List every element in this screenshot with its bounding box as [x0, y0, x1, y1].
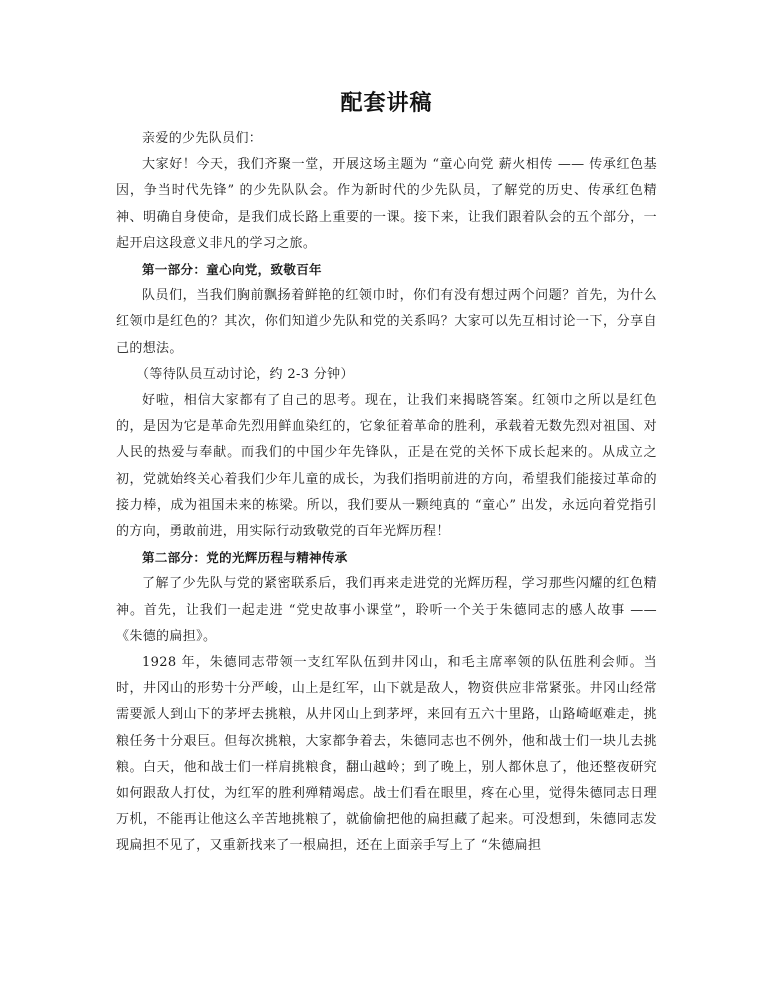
document-page: [116, 88, 657, 860]
part-1-paragraph-1: 队员们，当我们胸前飘扬着鲜艳的红领巾时，你们有没有想过两个问题？首先，为什么红领巾是红色的？其次，你们知道少先队和党的关系吗？大家可以先互相讨论一下，分享自己的想法。: [116, 288, 657, 356]
part-2-story-paragraph: 1928 年，朱德同志带领一支红军队伍到井冈山，和毛主席率领的队伍胜利会师。当时，井冈山的形势十分严峻，山上是红军，山下就是敌人，物资供应非常紧张。井冈山经常需要派人到山下的茅坪去挑粮，从井冈山上到茅坪，来回有五六十里路，山路崎岖难走，挑粮任务十分艰巨。但每次挑粮，大家都争着去，朱德同志也不例外，他和战士们一块儿去挑粮。白天，他和战士们一样肩挑粮食，翻山越岭；到了晚上，别人都休息了，他还整夜研究如何跟敌人打仗，为红军的胜利殚精竭虑。战士们看在眼里，疼在心里，觉得朱德同志日理万机，不能再让他这么辛苦地挑粮了，就偷偷把他的扁担藏了起来。可没想到，朱德同志发现扁担不见了，又重新找来了一根扁担，还在上面亲手写上了 “朱德扁担: [116, 655, 657, 854]
section-heading-part-1: 第一部分：童心向党，致敬百年: [142, 262, 322, 278]
salutation: 亲爱的少先队员们：: [142, 131, 263, 146]
section-heading-part-2: 第二部分：党的光辉历程与精神传承: [142, 550, 348, 566]
discussion-note: （等待队员互动讨论，约 2-3 分钟）: [136, 366, 354, 382]
part-1-paragraph-2: 好啦，相信大家都有了自己的思考。现在，让我们来揭晓答案。红领巾之所以是红色的，是因为它是革命先烈用鲜血染红的，它象征着革命的胜利，承载着无数先烈对祖国、对人民的热爱与奉献。而我们的中国少年先锋队，正是在党的关怀下成长起来的。从成立之初，党就始终关心着我们少年儿童的成长，为我们指明前进的方向，希望我们能接过革命的接力棒，成为祖国未来的栋梁。所以，我们要从一颗纯真的 “童心” 出发，永远向着党指引的方向，勇敢前进，用实际行动致敬党的百年光辉历程！: [116, 393, 657, 540]
part-2-paragraph-1: 了解了少先队与党的紧密联系后，我们再来走进党的光辉历程，学习那些闪耀的红色精神。首先，让我们一起走进 “党史故事小课堂”，聆听一个关于朱德同志的感人故事 ——《朱德的扁担》。: [116, 576, 657, 644]
intro-paragraph: 大家好！今天，我们齐聚一堂，开展这场主题为 “童心向党 薪火相传 —— 传承红色基因，争当时代先锋” 的少先队队会。作为新时代的少先队员，了解党的历史、传承红色精神、明确自身使命，是我们成长路上重要的一课。接下来，让我们跟着队会的五个部分，一起开启这段意义非凡的学习之旅。: [116, 157, 657, 251]
document-title: 配套讲稿: [340, 91, 433, 116]
